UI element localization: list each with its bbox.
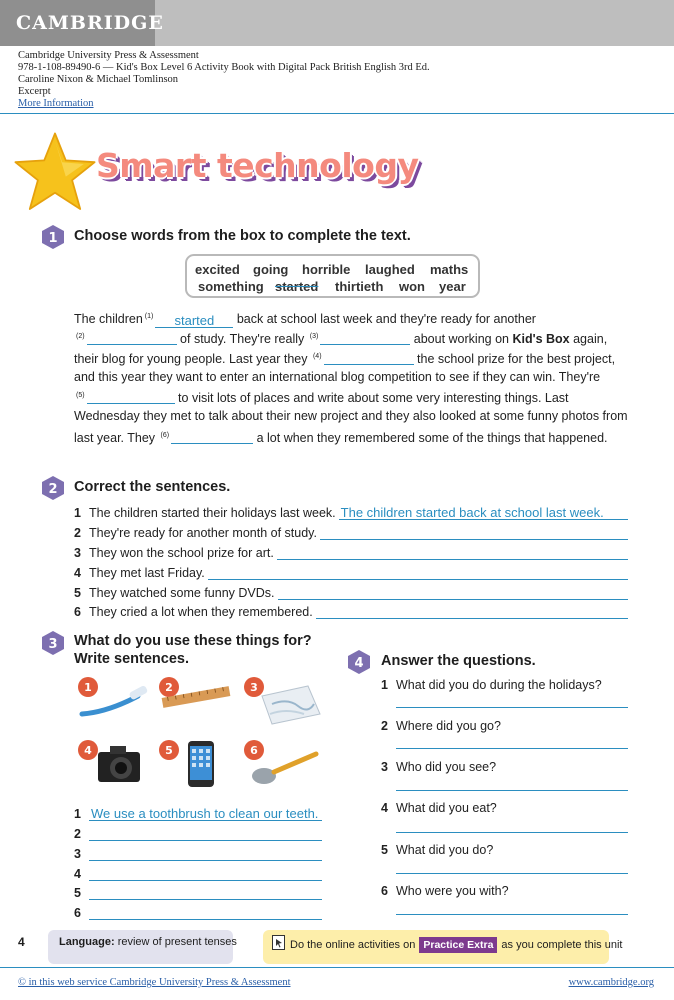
ex3-answer-5[interactable] [89,886,322,900]
meta-isbn: 978-1-108-89490-6 — Kid's Box Level 6 Activity Book with Digital Pack British English 3rd Ed. [18,62,430,73]
ex4-answer-line-4[interactable] [396,832,628,833]
ruler-icon [160,684,232,714]
ex3-answer-1[interactable]: We use a toothbrush to clean our teeth. [89,807,322,821]
paragraph-line-2: $^{(2)}$ of study. They're really $^{(3)}$ about working on Kid's Box again, [76,332,608,346]
website-link[interactable]: www.cambridge.org [568,977,654,988]
ex4-answer-line-3[interactable] [396,790,628,791]
exercise-3-number: 3 [48,637,58,652]
online-activities-note: Do the online activities on Practice Extra as you complete this unit [290,939,623,951]
exercise-4-badge [346,649,372,675]
svg-text:1: 1 [84,681,92,694]
meta-authors: Caroline Nixon & Michael Tomlinson [18,74,179,85]
page-title: Smart technology [96,146,419,185]
language-note: Language: review of present tenses [59,936,237,948]
ex3-line-3: 3 [74,843,322,861]
ex3-answer-2[interactable] [89,827,322,841]
copyright-link[interactable]: © in this web service Cambridge University Press & Assessment [18,977,291,988]
exercise-4-number: 4 [354,656,364,671]
page-number: 4 [18,935,25,949]
ex3-answer-3[interactable] [89,847,322,861]
paragraph-line-4: and this year they want to enter an international blog competition to see if they can win. They're [74,370,601,384]
ex4-question-3: 3 Who did you see? [381,760,497,774]
paragraph-line-7: last year. They $^{(6)}$ a lot when they remembered some of the things that happened. [74,431,608,445]
ex3-line-2: 2 [74,823,322,841]
word-something: something [198,279,264,294]
ex2-answer-1[interactable]: The children started back at school last week. [339,506,628,520]
word-excited: excited [195,262,240,277]
blank-1-answer[interactable]: started [155,314,233,328]
map-icon [258,684,324,726]
ex3-line-5: 5 [74,882,322,900]
word-laughed: laughed [365,262,415,277]
ex4-question-6: 6 Who were you with? [381,884,509,898]
practice-extra-badge[interactable]: Practice Extra [419,937,497,953]
word-started: started [275,279,319,294]
exercise-1-heading: Choose words from the box to complete the text. [74,228,411,244]
ex4-question-5: 5 What did you do? [381,843,494,857]
exercise-2-badge [40,475,66,501]
ex3-answer-6[interactable] [89,906,322,920]
svg-text:2: 2 [165,681,173,694]
paragraph-line-3: their blog for young people. Last year they $^{(4)}$ the school prize for the best project, [74,352,616,366]
svg-text:6: 6 [250,744,258,757]
blank-2[interactable] [87,331,177,345]
blank-5[interactable] [87,390,175,404]
camera-icon [96,742,142,786]
ex3-line-1: 1 We use a toothbrush to clean our teeth. [74,803,322,821]
ex3-line-4: 4 [74,863,322,881]
ex4-question-4: 4 What did you eat? [381,801,497,815]
ex2-item-3: 3 They won the school prize for art. [74,542,628,560]
footer-divider [0,967,674,968]
ex4-answer-line-5[interactable] [396,873,628,874]
ex2-item-2: 2 They're ready for another month of study. [74,522,628,540]
cambridge-logo: CAMBRIDGE [16,12,164,34]
ex2-item-5: 5 They watched some funny DVDs. [74,582,628,600]
blank-3[interactable] [320,331,410,345]
word-won: won [399,279,425,294]
ex2-answer-6[interactable] [316,605,628,619]
paragraph-line-6: Wednesday they met to talk about their new project and they also looked at some funny photos from [74,409,628,423]
ex2-answer-2[interactable] [320,526,628,540]
spoon-icon [248,748,322,788]
ex4-question-1: 1 What did you do during the holidays? [381,678,602,692]
ex2-item-4: 4 They met last Friday. [74,562,628,580]
paragraph-line-1: The children $^{(1)}$ started back at school last week and they're ready for another [74,312,536,328]
ex3-line-6: 6 [74,902,322,920]
word-year: year [439,279,466,294]
word-going: going [253,262,289,277]
word-thirtieth: thirtieth [335,279,384,294]
exercise-1-badge [40,224,66,250]
ex2-item-1: 1 The children started their holidays last week. The children started back at school last week. [74,502,628,520]
svg-text:3: 3 [250,681,258,694]
blank-6[interactable] [171,430,253,444]
exercise-2-heading: Correct the sentences. [74,479,231,495]
exercise-1-number: 1 [48,231,58,246]
more-information-link[interactable]: More Information [18,98,94,109]
ex2-answer-4[interactable] [208,566,628,580]
picture-5-badge [158,739,180,761]
ex4-question-2: 2 Where did you go? [381,719,501,733]
ex2-item-6: 6 They cried a lot when they remembered. [74,601,628,619]
svg-text:5: 5 [165,744,173,757]
meta-publisher: Cambridge University Press & Assessment [18,50,199,61]
exercise-3-heading-2: Write sentences. [74,651,189,667]
exercise-3-badge [40,630,66,656]
exercise-3-heading-1: What do you use these things for? [74,633,312,649]
word-horrible: horrible [302,262,351,277]
meta-excerpt: Excerpt [18,86,51,97]
svg-text:4: 4 [84,744,92,757]
ex3-answer-4[interactable] [89,867,322,881]
exercise-4-heading: Answer the questions. [381,653,536,669]
header-divider [0,113,674,114]
ex4-answer-line-1[interactable] [396,707,628,708]
exercise-2-number: 2 [48,482,58,497]
paragraph-line-5: $^{(5)}$ to visit lots of places and write about some very interesting things. Last [76,391,569,405]
smartphone-icon [187,740,215,788]
ex2-answer-3[interactable] [277,546,628,560]
blank-4[interactable] [324,351,414,365]
ex4-answer-line-6[interactable] [396,914,628,915]
toothbrush-icon [78,686,153,720]
ex2-answer-5[interactable] [278,586,629,600]
document-pointer-icon [272,935,285,950]
word-maths: maths [430,262,469,277]
ex4-answer-line-2[interactable] [396,748,628,749]
star-icon [10,128,100,218]
